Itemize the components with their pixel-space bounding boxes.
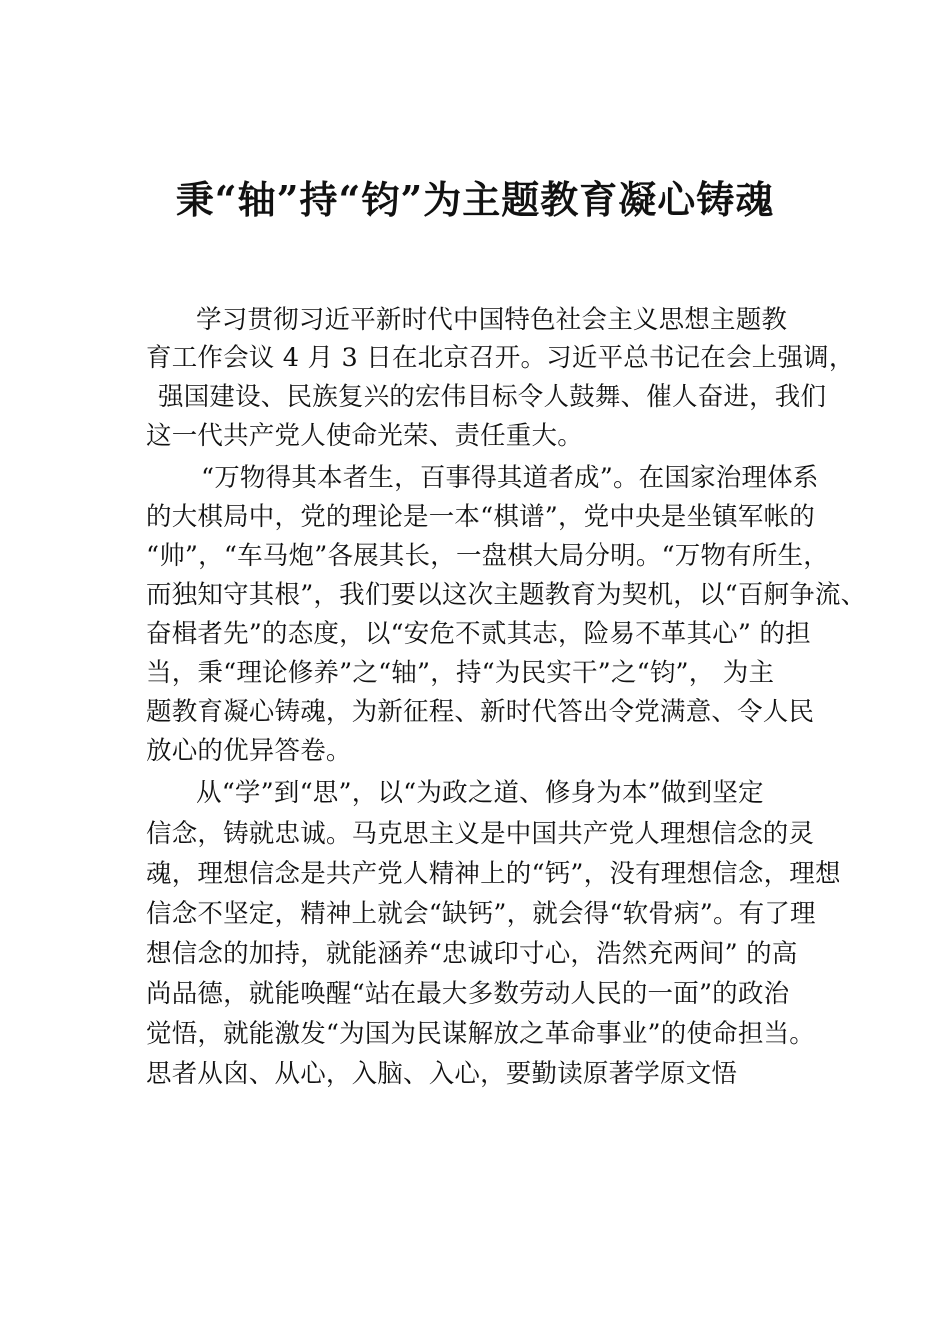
text-line: 而独知守其根”，我们要以这次主题教育为契机，以“百舸争流、	[146, 580, 867, 610]
text-line: 当，秉“理论修养”之“轴”，持“为民实干”之“钧”， 为主	[146, 658, 775, 688]
document-title: 秉“轴”持“钧”为主题教育凝心铸魂	[175, 177, 775, 222]
text-line: 的大棋局中，党的理论是一本“棋谱”，党中央是坐镇军帐的	[146, 502, 815, 532]
text-line: 信念，铸就忠诚。马克思主义是中国共产党人理想信念的灵	[146, 819, 815, 849]
text-line: 思者从囟、从心，入脑、入心，要勤读原著学原文悟	[146, 1059, 738, 1089]
text-line: “帅”，“车马炮”各展其长，一盘棋大局分明。“万物有所生，	[146, 541, 829, 571]
text-line: 尚品德，就能唤醒“站在最大多数劳动人民的一面”的政治	[146, 979, 790, 1009]
text-line: 这一代共产党人使命光荣、责任重大。	[146, 421, 583, 451]
text-line: 信念不坚定，精神上就会“缺钙”，就会得“软骨病”。有了理	[146, 899, 816, 929]
text-line: 育工作会议 4 月 3 日在北京召开。习近平总书记在会上强调，	[146, 343, 855, 373]
text-line: 觉悟，就能激发“为国为民谋解放之革命事业”的使命担当。	[146, 1019, 815, 1049]
text-line: 魂，理想信念是共产党人精神上的“钙”，没有理想信念，理想	[146, 859, 841, 889]
text-line: 想信念的加持，就能涵养“忠诚印寸心，浩然充两间” 的高	[146, 939, 798, 969]
text-line: 放心的优异答卷。	[146, 736, 352, 766]
text-line: 学习贯彻习近平新时代中国特色社会主义思想主题教	[196, 305, 788, 335]
text-line: 题教育凝心铸魂，为新征程、新时代答出令党满意、令人民	[146, 697, 815, 727]
text-line: “万物得其本者生，百事得其道者成”。在国家治理体系	[201, 463, 819, 493]
text-line: 强国建设、民族复兴的宏伟目标令人鼓舞、催人奋进，我们	[158, 382, 827, 412]
text-line: 从“学”到“思”，以“为政之道、修身为本”做到坚定	[196, 778, 764, 808]
text-line: 奋楫者先”的态度，以“安危不贰其志，险易不革其心” 的担	[146, 619, 811, 649]
